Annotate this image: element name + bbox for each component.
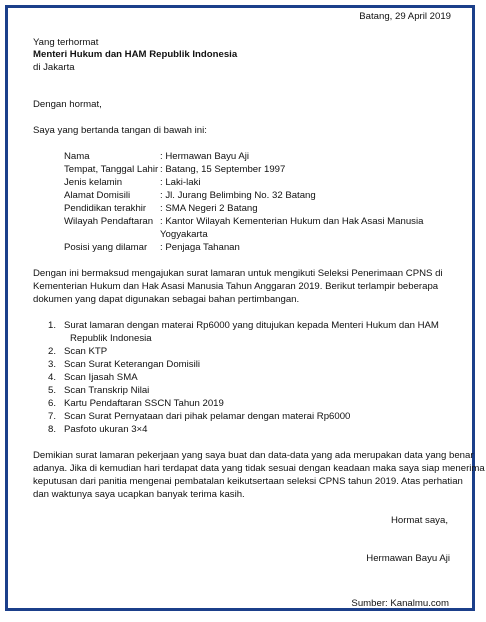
list-item: Scan Surat Keterangan Domisili [64,359,200,370]
list-number: 1. [48,320,57,331]
body-line: Dengan ini bermaksud mengajukan surat lamaran untuk mengikuti Seleksi Penerimaan CPNS di [33,268,443,279]
signature-name: Hermawan Bayu Aji [366,553,450,564]
list-item-continued: Republik Indonesia [70,333,152,344]
detail-label: Wilayah Pendaftaran [64,216,154,227]
detail-label: Pendidikan terakhir [64,203,147,214]
salutation: Dengan hormat, [33,99,102,110]
list-item: Scan KTP [64,346,108,357]
list-item: Scan Ijasah SMA [64,372,138,383]
intro-line: Saya yang bertanda tangan di bawah ini: [33,125,207,136]
detail-label: Alamat Domisili [64,190,131,201]
list-item: Scan Surat Pernyataan dari pihak pelamar dengan materai Rp6000 [64,411,351,422]
detail-label: Tempat, Tanggal Lahir [64,164,159,175]
closing-line: keputusan dari panitia mengenai pembatalan keikutsertaan seleksi CPNS tahun 2019. Atas perhatian [33,476,463,487]
list-item: Scan Transkrip Nilai [64,385,150,396]
body-line: Kementerian Hukum dan Hak Asasi Manusia Tahun Anggaran 2019. Berikut terlampir beberapa [33,281,439,292]
list-number: 4. [48,372,57,383]
detail-value: : Hermawan Bayu Aji [160,151,250,162]
list-number: 8. [48,424,57,435]
recipient-greeting: Yang terhormat [33,37,99,48]
body-line: dokumen yang dapat digunakan sebagai bahan pertimbangan. [33,294,300,305]
closing-line: adanya. Jika di kemudian hari terdapat data yang tidak sesuai dengan keadaan maka saya siap menerima [33,463,485,474]
detail-value-continued: Yogyakarta [160,229,208,240]
list-item: Pasfoto ukuran 3×4 [64,424,148,435]
list-item: Kartu Pendaftaran SSCN Tahun 2019 [64,398,224,409]
detail-label: Nama [64,151,90,162]
detail-value: : Penjaga Tahanan [160,242,240,253]
list-number: 6. [48,398,57,409]
list-item: Surat lamaran dengan materai Rp6000 yang ditujukan kepada Menteri Hukum dan HAM [64,320,439,331]
source-credit: Sumber: Kanalmu.com [351,598,449,609]
recipient-name: Menteri Hukum dan HAM Republik Indonesia [33,49,238,60]
list-number: 2. [48,346,57,357]
detail-value: : Jl. Jurang Belimbing No. 32 Batang [160,190,316,201]
list-number: 7. [48,411,57,422]
detail-value: : SMA Negeri 2 Batang [160,203,258,214]
detail-label: Posisi yang dilamar [64,242,148,253]
list-number: 5. [48,385,57,396]
detail-value: : Batang, 15 September 1997 [160,164,286,175]
detail-value: : Laki-laki [160,177,201,188]
letter-date: Batang, 29 April 2019 [359,11,451,22]
list-number: 3. [48,359,57,370]
signoff: Hormat saya, [390,515,448,526]
closing-line: dan waktunya saya ucapkan banyak terima kasih. [33,489,245,500]
detail-value: : Kantor Wilayah Kementerian Hukum dan Hak Asasi Manusia [160,216,424,227]
detail-label: Jenis kelamin [64,177,123,188]
recipient-place: di Jakarta [33,62,75,73]
closing-line: Demikian surat lamaran pekerjaan yang saya buat dan data-data yang ada merupakan data yang benar [33,450,474,461]
